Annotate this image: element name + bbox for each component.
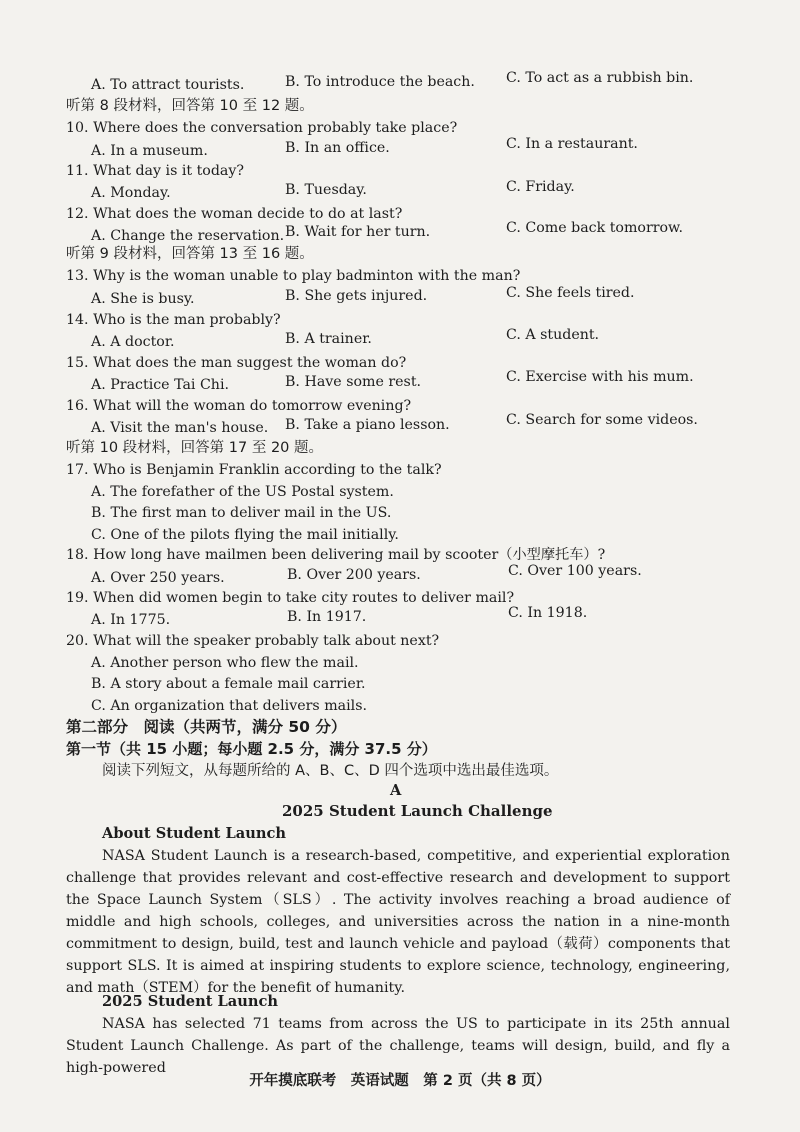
reading-instruction: 阅读下列短文，从每题所给的 A、B、C、D 四个选项中选出最佳选项。 [102,763,559,779]
instruction-passage-10: 听第 10 段材料，回答第 17 至 20 题。 [66,440,324,456]
q14-option-a: A. A doctor. [91,334,175,350]
q11-stem: 11. What day is it today? [66,163,245,179]
q19-option-a: A. In 1775. [91,612,171,628]
q20-option-b: B. A story about a female mail carrier. [91,676,366,692]
q13-stem: 13. Why is the woman unable to play badminton with the man? [66,268,521,284]
q11-option-c: C. Friday. [506,179,575,195]
passage-letter: A [390,782,402,799]
page-footer: 开年摸底联考 英语试题 第 2 页（共 8 页） [249,1073,551,1089]
q10-option-b: B. In an office. [285,140,390,156]
q10-stem: 10. Where does the conversation probably take place? [66,120,458,136]
q14-option-c: C. A student. [506,327,600,343]
q15-option-a: A. Practice Tai Chi. [91,377,229,393]
q17-option-b: B. The first man to deliver mail in the US. [91,505,392,521]
q10-option-a: A. In a museum. [91,143,208,159]
q18-option-b: B. Over 200 years. [287,567,421,583]
q12-option-a: A. Change the reservation. [91,228,285,244]
q11-option-b: B. Tuesday. [285,182,367,198]
q16-option-a: A. Visit the man's house. [91,420,269,436]
launch-paragraph: NASA has selected 71 teams from across the US to participate in its 25th annual Student Launch Challenge. As part of the challenge, teams will design, build, and fly a high-powered [66,1016,730,1076]
q14-stem: 14. Who is the man probably? [66,312,281,328]
q18-option-c: C. Over 100 years. [508,563,642,579]
q16-stem: 16. What will the woman do tomorrow evening? [66,398,412,414]
q9-option-c: C. To act as a rubbish bin. [506,70,694,86]
q12-option-b: B. Wait for her turn. [285,224,431,240]
launch-heading: 2025 Student Launch [102,993,278,1010]
instruction-passage-8: 听第 8 段材料，回答第 10 至 12 题。 [66,98,314,114]
about-heading: About Student Launch [102,825,286,842]
q15-option-b: B. Have some rest. [285,374,422,390]
q19-stem: 19. When did women begin to take city routes to deliver mail? [66,590,515,606]
q13-option-b: B. She gets injured. [285,288,428,304]
q19-option-b: B. In 1917. [287,609,367,625]
q15-stem: 15. What does the man suggest the woman do? [66,355,407,371]
q20-option-a: A. Another person who flew the mail. [91,655,359,671]
q12-stem: 12. What does the woman decide to do at last? [66,206,403,222]
part2-title: 第二部分 阅读（共两节，满分 50 分） [66,718,347,736]
q9-option-a: A. To attract tourists. [91,77,245,93]
q18-option-a: A. Over 250 years. [91,570,225,586]
q17-stem: 17. Who is Benjamin Franklin according to the talk? [66,462,442,478]
q19-option-c: C. In 1918. [508,605,588,621]
q15-option-c: C. Exercise with his mum. [506,369,694,385]
q10-option-c: C. In a restaurant. [506,136,638,152]
q18-stem: 18. How long have mailmen been delivering mail by scooter（小型摩托车）? [66,547,606,563]
q11-option-a: A. Monday. [91,185,171,201]
q17-option-a: A. The forefather of the US Postal system. [91,484,394,500]
q20-option-c: C. An organization that delivers mails. [91,698,367,714]
passage-title: 2025 Student Launch Challenge [282,802,553,820]
instruction-passage-9: 听第 9 段材料，回答第 13 至 16 题。 [66,246,314,262]
q9-option-b: B. To introduce the beach. [285,74,475,90]
q14-option-b: B. A trainer. [285,331,372,347]
q17-option-c: C. One of the pilots flying the mail initially. [91,527,399,543]
q16-option-c: C. Search for some videos. [506,412,698,428]
q20-stem: 20. What will the speaker probably talk about next? [66,633,440,649]
section1-title: 第一节（共 15 小题；每小题 2.5 分，满分 37.5 分） [66,740,437,758]
about-paragraph: NASA Student Launch is a research-based, competitive, and experiential exploration challenge that provides relevant and cost-effective research and development to support the Space Launch System（SLS）. The activity involves reaching a broad audience of middle and high schools, colleges, and universities across the nation in a nine-month commitment to design, build, test and launch vehicle and payload（载荷）components that support SLS. It is aimed at inspiring students to explore science, technology, engineering, and math（STEM）for the benefit of humanity. [66,848,730,996]
q13-option-a: A. She is busy. [91,291,195,307]
q16-option-b: B. Take a piano lesson. [285,417,450,433]
q13-option-c: C. She feels tired. [506,285,635,301]
q12-option-c: C. Come back tomorrow. [506,220,684,236]
